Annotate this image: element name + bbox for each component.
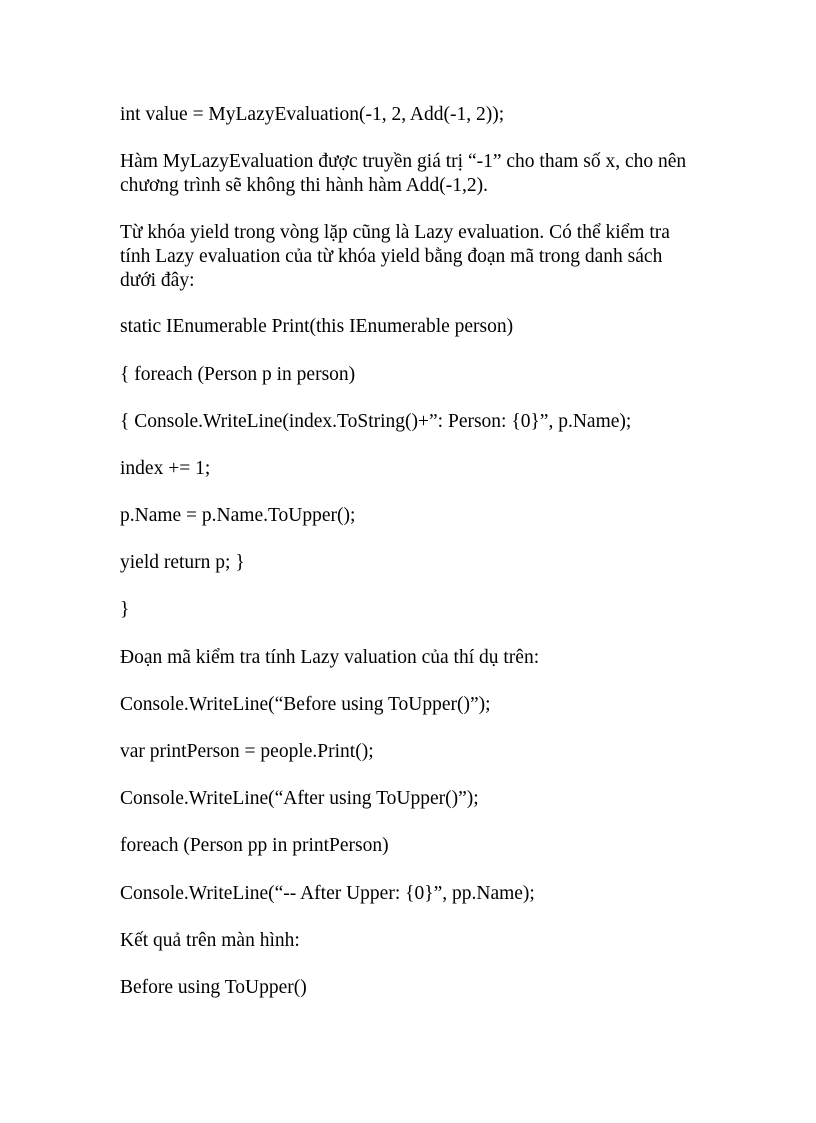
paragraph-line: Hàm MyLazyEvaluation được truyền giá trị “-1” cho tham số x, cho nên <box>120 151 687 172</box>
code-line: { foreach (Person p in person) <box>120 364 356 385</box>
paragraph-line: Kết quả trên màn hình: <box>120 930 300 951</box>
code-line: foreach (Person pp in printPerson) <box>120 835 389 856</box>
code-line: p.Name = p.Name.ToUpper(); <box>120 505 356 526</box>
code-line: } <box>120 599 130 620</box>
code-line: Console.WriteLine(“Before using ToUpper()”); <box>120 694 491 715</box>
paragraph-line: Từ khóa yield trong vòng lặp cũng là Lazy evaluation. Có thể kiểm tra <box>120 222 670 243</box>
code-line: { Console.WriteLine(index.ToString()+”: Person: {0}”, p.Name); <box>120 411 632 432</box>
code-line: Console.WriteLine(“After using ToUpper()”); <box>120 788 479 809</box>
paragraph-line: dưới đây: <box>120 270 195 291</box>
code-line: Console.WriteLine(“-- After Upper: {0}”, pp.Name); <box>120 883 535 904</box>
paragraph-line: tính Lazy evaluation của từ khóa yield bằng đoạn mã trong danh sách <box>120 246 663 267</box>
paragraph-line: Đoạn mã kiểm tra tính Lazy valuation của thí dụ trên: <box>120 647 540 668</box>
code-line: int value = MyLazyEvaluation(-1, 2, Add(-1, 2)); <box>120 104 505 125</box>
code-line: yield return p; } <box>120 552 245 573</box>
code-line: var printPerson = people.Print(); <box>120 741 374 762</box>
code-line: index += 1; <box>120 458 211 479</box>
code-line: static IEnumerable Print(this IEnumerable person) <box>120 316 514 337</box>
paragraph-line: chương trình sẽ không thi hành hàm Add(-1,2). <box>120 175 489 196</box>
output-line: Before using ToUpper() <box>120 977 307 998</box>
